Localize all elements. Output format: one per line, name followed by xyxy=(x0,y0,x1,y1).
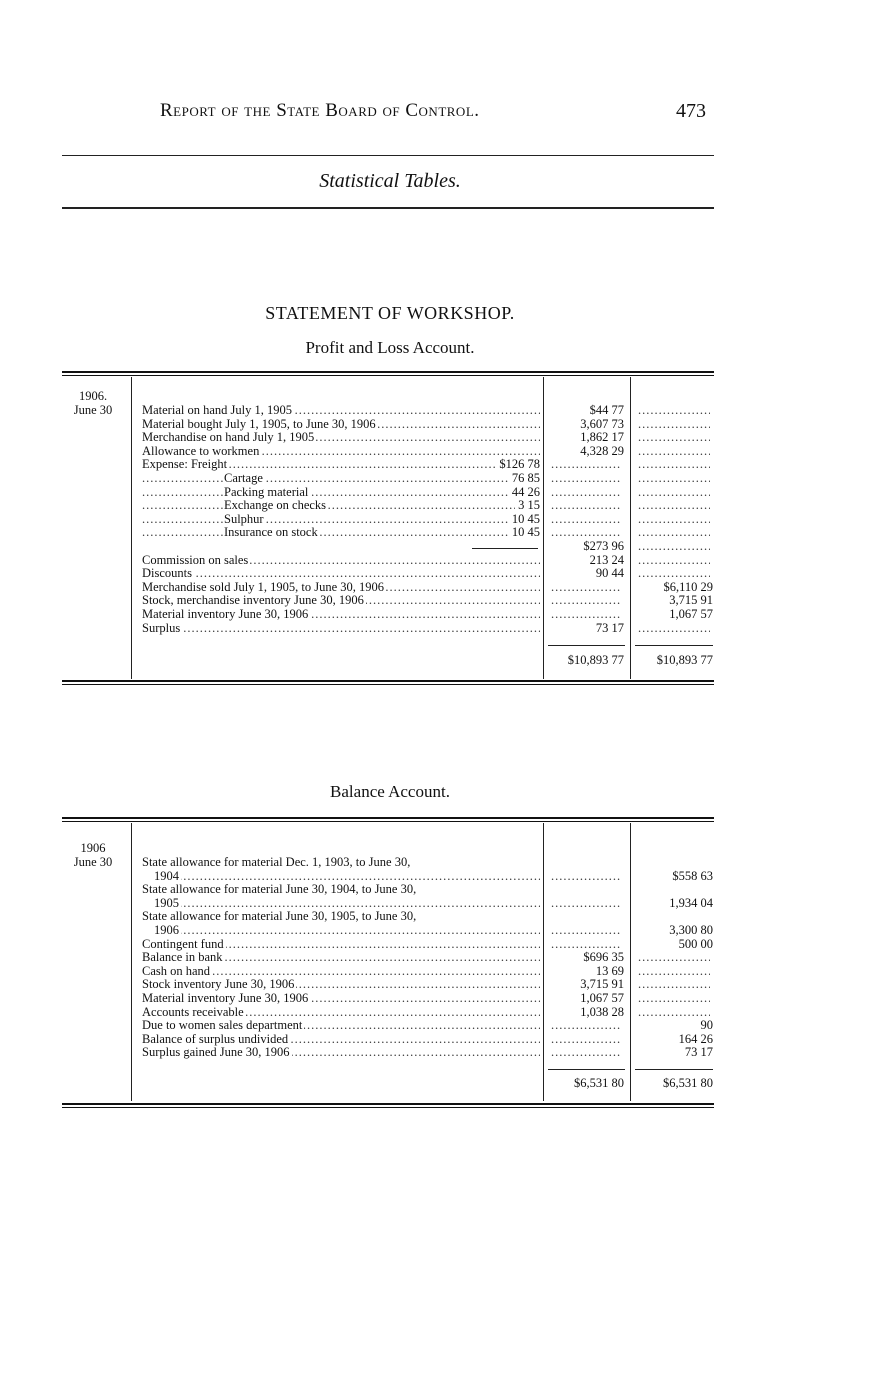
table-cell xyxy=(635,554,713,568)
table-row: Accounts receivable ..... xyxy=(142,1006,540,1020)
table-cell xyxy=(635,431,713,445)
table-row: State allowance for material June 30, 1904, to June 30, xyxy=(142,883,417,897)
table-cell xyxy=(635,404,713,418)
pl-total-debit: $10,893 77 xyxy=(567,653,624,667)
table-row: Expense: Freight $126 78 ..... xyxy=(142,458,540,472)
table-row: Exchange on checks 3 15 ..... xyxy=(142,499,540,513)
table-row: Insurance on stock 10 45 ..... xyxy=(142,526,540,540)
table-cell xyxy=(635,540,713,554)
table-cell xyxy=(548,499,624,513)
table-row: Surplus ..... xyxy=(142,622,540,636)
statement-title: STATEMENT OF WORKSHOP. xyxy=(265,303,515,323)
running-header-title: Report of the State Board of Control. xyxy=(160,100,480,121)
bal-vline-credit xyxy=(630,823,631,1101)
table-cell xyxy=(548,1046,624,1060)
table-cell xyxy=(548,883,624,897)
pl-total-credit: $10,893 77 xyxy=(656,653,713,667)
bal-debit-total-rule xyxy=(548,1069,625,1070)
table-row: Contingent fund ..... xyxy=(142,938,540,952)
table-cell xyxy=(635,567,713,581)
table-row: Allowance to workmen ..... xyxy=(142,445,540,459)
table-cell xyxy=(635,458,713,472)
table-row: Commission on sales ..... xyxy=(142,554,540,568)
table-cell xyxy=(635,883,713,897)
pl-vline-date xyxy=(131,377,132,679)
table-cell: $558 63 xyxy=(635,870,713,884)
table-row: Due to women sales department ..... xyxy=(142,1019,540,1033)
table-cell: 90 44 xyxy=(548,567,624,581)
table-cell xyxy=(635,445,713,459)
table-cell xyxy=(635,526,713,540)
bal-credit-column xyxy=(635,856,713,1060)
bal-credit-total-rule xyxy=(635,1069,713,1070)
bal-description-column xyxy=(142,856,540,1060)
table-cell xyxy=(635,622,713,636)
pl-top-rule xyxy=(62,371,714,373)
table-cell xyxy=(548,910,624,924)
table-cell: 1,067 57 xyxy=(548,992,624,1006)
pl-debit-column xyxy=(548,404,624,635)
table-row: Cartage 76 85 ..... xyxy=(142,472,540,486)
table-cell xyxy=(548,870,624,884)
table-cell xyxy=(548,856,624,870)
table-cell: 73 17 xyxy=(548,622,624,636)
table-row xyxy=(142,540,540,554)
table-cell: 3,715 91 xyxy=(635,594,713,608)
table-cell: 1,862 17 xyxy=(548,431,624,445)
balance-subtitle: Balance Account. xyxy=(330,782,450,801)
profit-loss-subtitle: Profit and Loss Account. xyxy=(305,338,475,357)
pl-bottom-rule-2 xyxy=(62,684,714,685)
table-cell: 3,607 73 xyxy=(548,418,624,432)
table-cell xyxy=(548,581,624,595)
table-cell xyxy=(548,513,624,527)
pl-top-rule-2 xyxy=(62,375,714,376)
table-cell xyxy=(548,526,624,540)
table-cell xyxy=(635,978,713,992)
table-cell xyxy=(548,608,624,622)
table-cell xyxy=(548,924,624,938)
table-row: Cash on hand ..... xyxy=(142,965,540,979)
table-row: Balance in bank ..... xyxy=(142,951,540,965)
bal-vline-debit xyxy=(543,823,544,1101)
pl-vline-credit xyxy=(630,377,631,679)
table-cell xyxy=(548,1019,624,1033)
bal-total-credit: $6,531 80 xyxy=(663,1076,713,1090)
header-rule xyxy=(62,155,714,156)
table-cell xyxy=(635,1006,713,1020)
table-row: Material on hand July 1, 1905 ..... xyxy=(142,404,540,418)
pl-bottom-rule xyxy=(62,680,714,682)
table-cell: 1,067 57 xyxy=(635,608,713,622)
bal-top-rule xyxy=(62,817,714,819)
table-cell: $696 35 xyxy=(548,951,624,965)
table-row: State allowance for material Dec. 1, 1903, to June 30, xyxy=(142,856,411,869)
table-cell xyxy=(635,910,713,924)
table-row: Stock, merchandise inventory June 30, 1906 ..... xyxy=(142,594,540,608)
table-cell xyxy=(548,938,624,952)
table-cell: 73 17 xyxy=(635,1046,713,1060)
table-cell: 213 24 xyxy=(548,554,624,568)
pl-date: June 30 xyxy=(73,403,113,417)
pl-credit-total-rule xyxy=(635,645,713,646)
table-row: Balance of surplus undivided ..... xyxy=(142,1033,540,1047)
table-cell xyxy=(635,965,713,979)
table-cell xyxy=(635,472,713,486)
section-title: Statistical Tables. xyxy=(319,170,461,192)
table-row: Material inventory June 30, 1906 ..... xyxy=(142,992,540,1006)
pl-description-column xyxy=(142,404,540,635)
table-cell: 90 xyxy=(635,1019,713,1033)
table-row: Sulphur 10 45 ..... xyxy=(142,513,540,527)
table-cell xyxy=(548,1033,624,1047)
table-row: State allowance for material June 30, 1905, to June 30, xyxy=(142,910,417,924)
bal-vline-date xyxy=(131,823,132,1101)
bal-bottom-rule xyxy=(62,1103,714,1105)
pl-year: 1906. xyxy=(78,389,108,403)
table-row: Material bought July 1, 1905, to June 30, 1906 ..... xyxy=(142,418,540,432)
table-cell: $44 77 xyxy=(548,404,624,418)
table-row: Packing material 44 26 ..... xyxy=(142,486,540,500)
table-cell: $273 96 xyxy=(548,540,624,554)
table-cell xyxy=(635,992,713,1006)
page-number: 473 xyxy=(676,100,706,122)
expense-subtotal-rule xyxy=(472,548,538,549)
table-cell: 164 26 xyxy=(635,1033,713,1047)
table-row: Discounts ..... xyxy=(142,567,540,581)
bal-year: 1906 xyxy=(80,841,106,855)
pl-debit-total-rule xyxy=(548,645,625,646)
pl-vline-debit xyxy=(543,377,544,679)
table-cell: 4,328 29 xyxy=(548,445,624,459)
table-row: Merchandise on hand July 1, 1905 ..... xyxy=(142,431,540,445)
table-cell xyxy=(635,418,713,432)
table-row: Stock inventory June 30, 1906 ..... xyxy=(142,978,540,992)
bal-total-debit: $6,531 80 xyxy=(574,1076,624,1090)
table-cell xyxy=(635,856,713,870)
table-row: 1906 ..... xyxy=(142,924,540,938)
table-cell: 1,934 04 xyxy=(635,897,713,911)
table-row: 1905 ..... xyxy=(142,897,540,911)
table-cell: 500 00 xyxy=(635,938,713,952)
table-cell xyxy=(635,486,713,500)
table-cell xyxy=(548,486,624,500)
pl-credit-column xyxy=(635,404,713,635)
table-row: Merchandise sold July 1, 1905, to June 30, 1906 ..... xyxy=(142,581,540,595)
table-row: 1904 ..... xyxy=(142,870,540,884)
bal-debit-column xyxy=(548,856,624,1060)
table-cell: $6,110 29 xyxy=(635,581,713,595)
table-cell: 13 69 xyxy=(548,965,624,979)
bal-date: June 30 xyxy=(73,855,113,869)
table-cell xyxy=(548,594,624,608)
table-row: Surplus gained June 30, 1906 ..... xyxy=(142,1046,540,1060)
table-cell: 1,038 28 xyxy=(548,1006,624,1020)
table-cell xyxy=(548,458,624,472)
bal-bottom-rule-2 xyxy=(62,1107,714,1108)
bal-top-rule-2 xyxy=(62,821,714,822)
table-cell: 3,300 80 xyxy=(635,924,713,938)
table-cell xyxy=(635,499,713,513)
table-cell: 3,715 91 xyxy=(548,978,624,992)
table-cell xyxy=(548,472,624,486)
table-cell xyxy=(635,513,713,527)
table-row: Material inventory June 30, 1906 ..... xyxy=(142,608,540,622)
table-cell xyxy=(548,897,624,911)
table-cell xyxy=(635,951,713,965)
section-rule xyxy=(62,207,714,209)
